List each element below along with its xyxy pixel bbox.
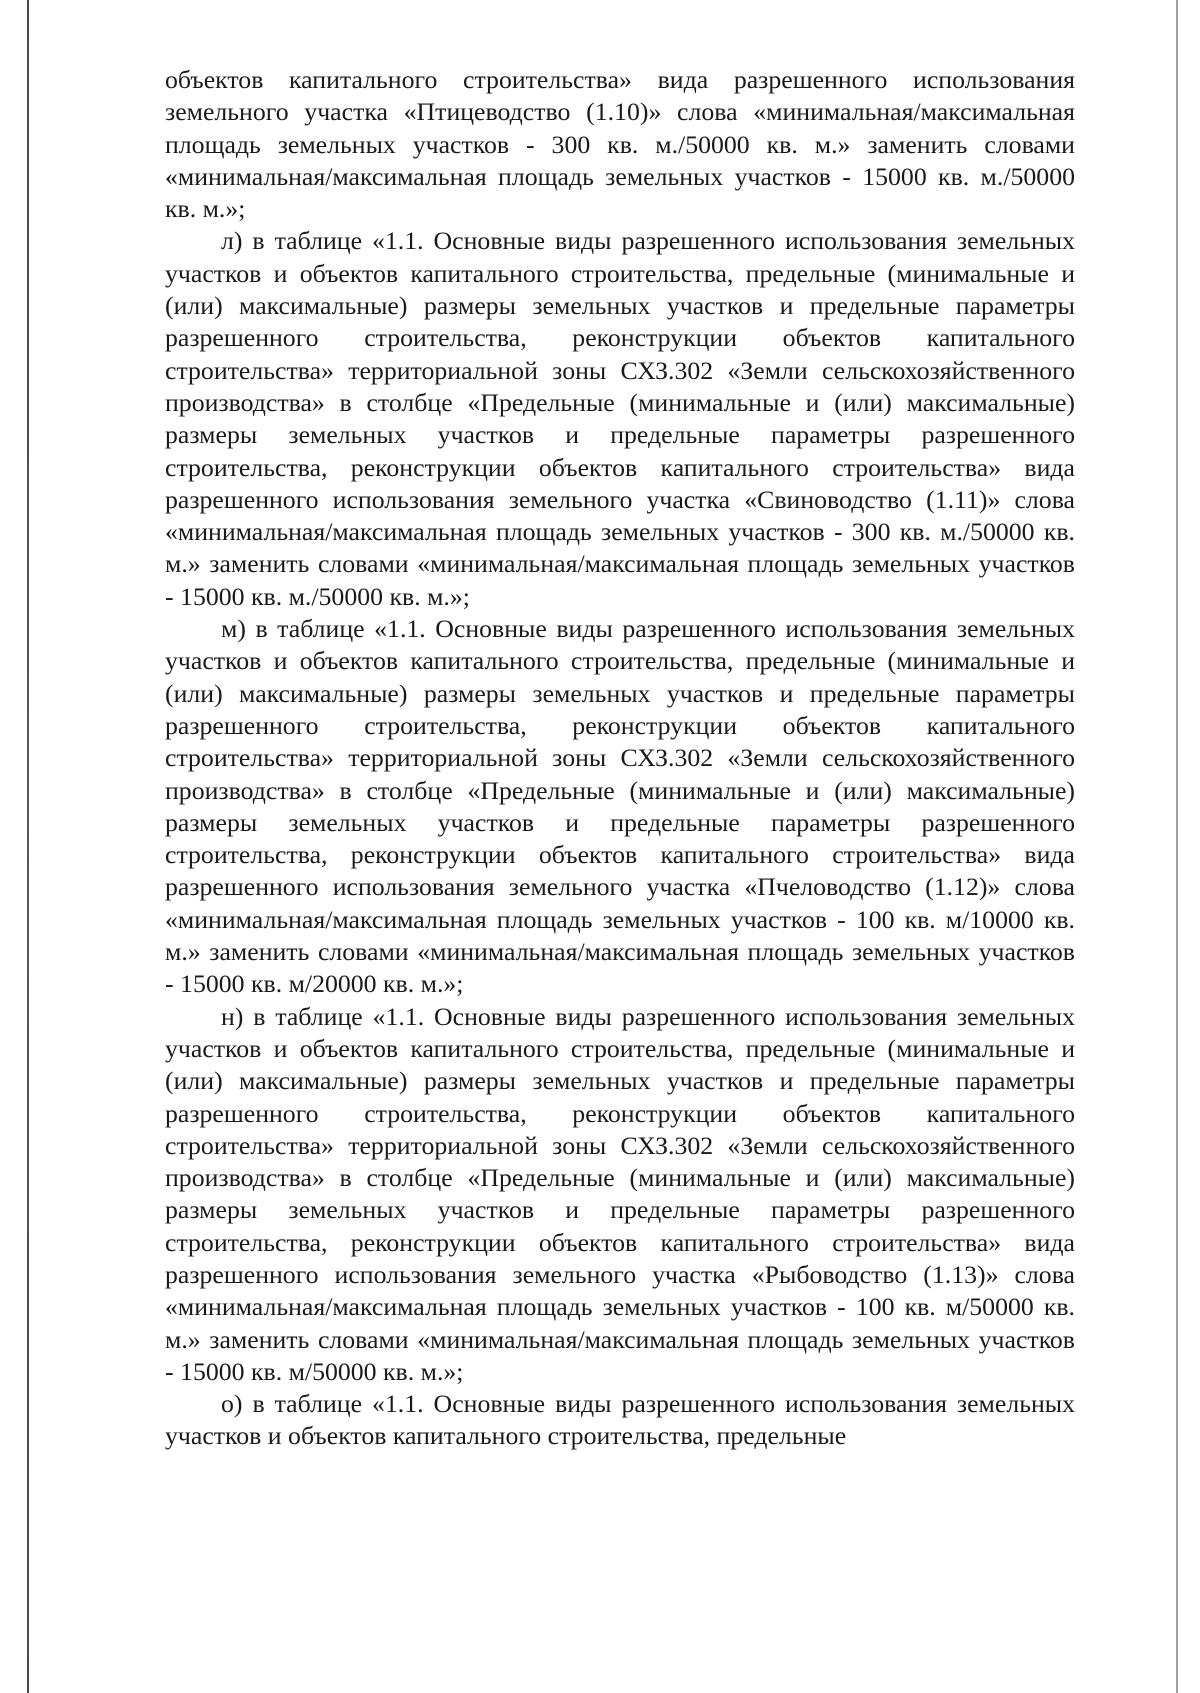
scan-edge-left bbox=[27, 0, 29, 1693]
document-body bbox=[165, 64, 1075, 1453]
paragraph-l: л) в таблице «1.1. Основные виды разрешенного использования земельных участков и объектов капитального строительства, предельные (минимальные и (или) максимальные) размеры земельных участков и предельные параметры разрешенного строительства, реконструкции объектов капитального строительства» территориальной зоны СХЗ.302 «Земли сельскохозяйственного производства» в столбце «Предельные (минимальные и (или) максимальные) размеры земельных участков и предельные параметры разрешенного строительства, реконструкции объектов капитального строительства» вида разрешенного использования земельного участка «Свиноводство (1.11)» слова «минимальная/максимальная площадь земельных участков - 300 кв. м./50000 кв. м.» заменить словами «минимальная/максимальная площадь земельных участков - 15000 кв. м./50000 кв. м.»; bbox=[165, 226, 1075, 611]
scan-edge-right bbox=[1176, 0, 1178, 1693]
paragraph-o: о) в таблице «1.1. Основные виды разрешенного использования земельных участков и объектов капитального строительства, предельные bbox=[165, 1389, 1075, 1451]
paragraph-m: м) в таблице «1.1. Основные виды разрешенного использования земельных участков и объектов капитального строительства, предельные (минимальные и (или) максимальные) размеры земельных участков и предельные параметры разрешенного строительства, реконструкции объектов капитального строительства» территориальной зоны СХЗ.302 «Земли сельскохозяйственного производства» в столбце «Предельные (минимальные и (или) максимальные) размеры земельных участков и предельные параметры разрешенного строительства, реконструкции объектов капитального строительства» вида разрешенного использования земельного участка «Пчеловодство (1.12)» слова «минимальная/максимальная площадь земельных участков - 100 кв. м/10000 кв. м.» заменить словами «минимальная/максимальная площадь земельных участков - 15000 кв. м/20000 кв. м.»; bbox=[165, 614, 1075, 999]
paragraph-n: н) в таблице «1.1. Основные виды разрешенного использования земельных участков и объектов капитального строительства, предельные (минимальные и (или) максимальные) размеры земельных участков и предельные параметры разрешенного строительства, реконструкции объектов капитального строительства» территориальной зоны СХЗ.302 «Земли сельскохозяйственного производства» в столбце «Предельные (минимальные и (или) максимальные) размеры земельных участков и предельные параметры разрешенного строительства, реконструкции объектов капитального строительства» вида разрешенного использования земельного участка «Рыбоводство (1.13)» слова «минимальная/максимальная площадь земельных участков - 100 кв. м/50000 кв. м.» заменить словами «минимальная/максимальная площадь земельных участков - 15000 кв. м/50000 кв. м.»; bbox=[165, 1001, 1075, 1386]
paragraph-continued: объектов капитального строительства» вида разрешенного использования земельного участка «Птицеводство (1.10)» слова «минимальная/максимальная площадь земельных участков - 300 кв. м./50000 кв. м.» заменить словами «минимальная/максимальная площадь земельных участков - 15000 кв. м./50000 кв. м.»; bbox=[165, 65, 1075, 224]
